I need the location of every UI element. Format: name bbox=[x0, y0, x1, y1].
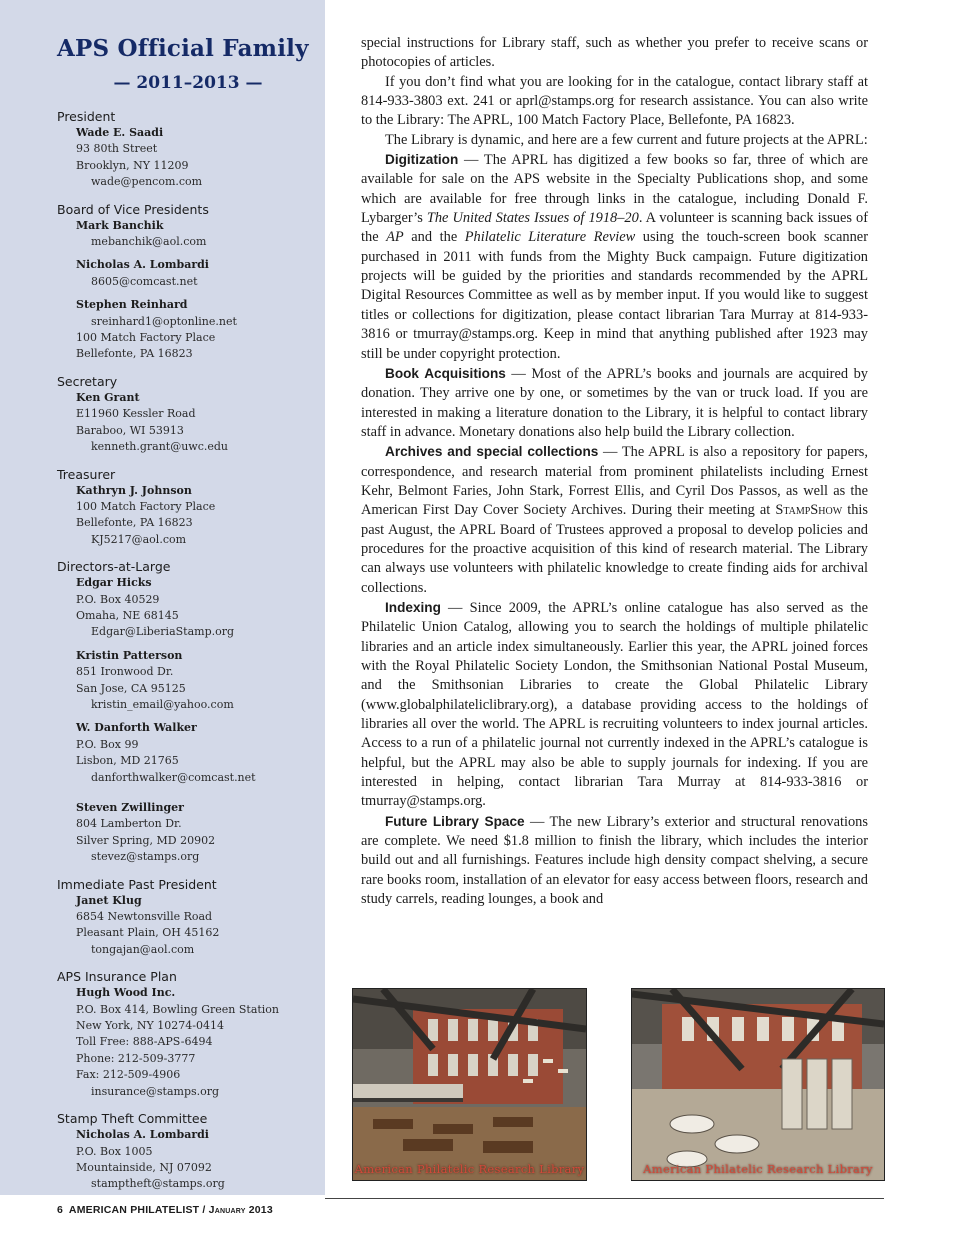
text-run: — The APRL has digitized a few books so far, three of which are available for sale on the APS website in the Specialty Publications shop, and some which are available for free through links in the catalogue, including Donald F. Lybarger’s bbox=[361, 152, 868, 227]
member-name: Steven Zwillinger bbox=[76, 801, 184, 814]
article-paragraph bbox=[361, 598, 868, 812]
member-address-line: Fax: 212-509-4906 bbox=[76, 1068, 181, 1082]
member-email: kenneth.grant@uwc.edu bbox=[91, 440, 229, 454]
member-entry bbox=[76, 575, 319, 641]
article-paragraph bbox=[361, 131, 868, 150]
member-address-line: Baraboo, WI 53913 bbox=[76, 423, 184, 437]
issue-date: January 2013 bbox=[208, 1204, 273, 1216]
text-run: Philatelic Literature Review bbox=[464, 229, 636, 246]
member-email: danforthwalker@comcast.net bbox=[91, 770, 256, 784]
page-number: 6 bbox=[57, 1204, 64, 1216]
office-block bbox=[57, 108, 319, 191]
section-heading: Digitization bbox=[385, 152, 459, 168]
photo-caption-2: American Philatelic Research Library bbox=[643, 1162, 873, 1176]
member-entry bbox=[76, 257, 319, 290]
library-rendering-illustration-2 bbox=[632, 989, 884, 1180]
member-email: Edgar@LiberiaStamp.org bbox=[91, 625, 235, 639]
member-address-line: Bellefonte, PA 16823 bbox=[76, 347, 193, 361]
member-entry bbox=[76, 390, 319, 456]
member-entry bbox=[76, 218, 319, 251]
office-block bbox=[57, 968, 319, 1100]
member-entry bbox=[76, 483, 319, 549]
member-entry bbox=[76, 125, 319, 191]
sidebar-panel bbox=[0, 0, 325, 1195]
library-rendering-illustration-1 bbox=[353, 989, 586, 1180]
office-heading: APS Insurance Plan bbox=[57, 969, 177, 985]
member-address-line: 93 80th Street bbox=[76, 142, 158, 156]
article-paragraph bbox=[361, 442, 868, 598]
library-rendering-photo-2 bbox=[631, 988, 885, 1181]
member-name: Stephen Reinhard bbox=[76, 298, 188, 312]
office-block bbox=[57, 1110, 319, 1193]
member-name: Hugh Wood Inc. bbox=[76, 986, 176, 1000]
member-name: Wade E. Saadi bbox=[76, 126, 164, 139]
official-family-list bbox=[57, 30, 319, 1203]
text-run: StampShow bbox=[775, 502, 843, 519]
footer-rule bbox=[325, 1198, 884, 1199]
member-email: KJ5217@aol.com bbox=[91, 532, 187, 546]
photo-caption-1: American Philatelic Research Library bbox=[354, 1162, 585, 1176]
member-name: W. Danforth Walker bbox=[76, 721, 197, 735]
member-name: Kristin Patterson bbox=[76, 648, 183, 662]
article-paragraph bbox=[361, 73, 868, 131]
member-address-line: Bellefonte, PA 16823 bbox=[76, 516, 193, 530]
member-address-line: New York, NY 10274-0414 bbox=[76, 1019, 224, 1033]
member-email: kristin_email@yahoo.com bbox=[91, 697, 234, 711]
text-run: The United States Issues of 1918–20 bbox=[426, 210, 639, 227]
member-address-line: Silver Spring, MD 20902 bbox=[76, 833, 216, 847]
member-address-line: P.O. Box 414, Bowling Green Station bbox=[76, 1002, 280, 1016]
article-body bbox=[361, 34, 868, 909]
text-run: AP bbox=[386, 229, 404, 246]
member-name: Nicholas A. Lombardi bbox=[76, 1128, 209, 1142]
member-address-line: Phone: 212-509-3777 bbox=[76, 1051, 196, 1065]
paragraph-text: The Library is dynamic, and here are a few current and future projects at the APRL: bbox=[385, 131, 868, 148]
text-run: and the bbox=[403, 229, 465, 246]
paragraph-text: If you don’t find what you are looking for in the catalogue, contact library staff at 814-933-3803 ext. 241 or aprl@stamps.org for research assistance. You can also write to the Library: The APRL, 100 Match Factory Place, Bellefonte, PA 16823. bbox=[361, 73, 868, 129]
member-address-line: 851 Ironwood Dr. bbox=[76, 665, 174, 679]
text-run: — The new Library’s exterior and structural renovations are complete. We need $1.8 million to finish the library, which includes the interior build out and all furnishings. Features include high density compact shelving, a secure rare books room, installation of an elevator for easy access between floors, research and study carrels, reading lounges, a book and bbox=[361, 813, 868, 908]
text-run: this past August, the APRL Board of Trustees approved a proposal to develop policies and procedures for the proactive acquisition of this kind of research material. The Library can always use volunteers with philatelic knowledge to create finding aids for archival collections. bbox=[361, 502, 869, 596]
member-address-line: Brooklyn, NY 11209 bbox=[76, 158, 189, 172]
member-address-line: Toll Free: 888-APS-6494 bbox=[76, 1035, 213, 1049]
office-heading: President bbox=[57, 109, 116, 124]
office-block bbox=[57, 558, 319, 866]
text-run: — Since 2009, the APRL’s online catalogue has also served as the Philatelic Union Catalog, allowing you to search the holdings of multiple philatelic libraries and an article index simultaneously. Earlier this year, the APRL joined forces with the Royal Philatelic Society London, the Smithsonian National Postal Museum, and the Smithsonian Libraries to create the Global Philatelic Library (www.globalphilateliclibrary.org), a database providing access to the holdings of libraries all over the world. The APRL is recruiting volunteers to index journal articles. Access to a run of a philatelic journal not currently indexed in the APRL’s catalogue is helpful, but the APRL may also be able to supply journals for indexing. If you are interested in helping, contact librarian Tara Murray at 814-933-3816 or tmurray@stamps.org. bbox=[361, 599, 868, 810]
office-block bbox=[57, 373, 319, 456]
section-heading: Indexing bbox=[385, 599, 441, 615]
publication-name: AMERICAN PHILATELIST bbox=[68, 1204, 200, 1216]
member-entry bbox=[76, 800, 319, 866]
office-heading: Stamp Theft Committee bbox=[57, 1111, 208, 1127]
member-address-line: San Jose, CA 95125 bbox=[76, 681, 186, 695]
member-entry bbox=[76, 985, 319, 1100]
office-heading: Directors-at-Large bbox=[57, 559, 171, 575]
article-paragraph bbox=[361, 150, 868, 364]
member-address-line: E11960 Kessler Road bbox=[76, 407, 196, 421]
member-email: 8605@comcast.net bbox=[91, 274, 198, 288]
member-name: Edgar Hicks bbox=[76, 576, 152, 590]
member-address-line: 804 Lamberton Dr. bbox=[76, 817, 182, 831]
section-heading: Archives and special collections bbox=[385, 444, 599, 460]
member-email: mebanchik@aol.com bbox=[91, 235, 207, 249]
member-entry bbox=[76, 720, 319, 786]
article-paragraph bbox=[361, 34, 868, 73]
member-email: stamptheft@stamps.org bbox=[91, 1177, 225, 1191]
page-footer bbox=[57, 1204, 273, 1216]
member-entry bbox=[76, 1127, 319, 1193]
article-paragraph bbox=[361, 812, 868, 910]
member-address-line: 100 Match Factory Place bbox=[76, 499, 216, 513]
member-address-line: Lisbon, MD 21765 bbox=[76, 754, 179, 768]
member-address-line: Pleasant Plain, OH 45162 bbox=[76, 926, 220, 940]
office-heading: Secretary bbox=[57, 373, 118, 389]
section-heading: Book Acquisitions bbox=[385, 365, 506, 381]
member-email: tongajan@aol.com bbox=[91, 942, 195, 956]
member-email: insurance@stamps.org bbox=[91, 1084, 220, 1098]
member-entry bbox=[76, 297, 319, 363]
member-name: Mark Banchik bbox=[76, 218, 164, 232]
member-address-line: Mountainside, NJ 07092 bbox=[76, 1160, 212, 1174]
member-email: wade@pencom.com bbox=[91, 175, 203, 189]
office-block bbox=[57, 201, 319, 363]
footer-separator: / bbox=[199, 1204, 209, 1216]
member-entry bbox=[76, 893, 319, 959]
member-name: Ken Grant bbox=[76, 390, 140, 404]
office-heading: Treasurer bbox=[57, 466, 116, 482]
office-heading: Immediate Past President bbox=[57, 876, 217, 892]
text-run: . A volunteer is scanning back issues of the bbox=[361, 210, 868, 246]
member-address-line: 6854 Newtonsville Road bbox=[76, 910, 213, 924]
office-heading: Board of Vice Presidents bbox=[57, 201, 209, 217]
member-address-line: Omaha, NE 68145 bbox=[76, 608, 179, 622]
member-name: Kathryn J. Johnson bbox=[76, 483, 192, 497]
office-block bbox=[57, 466, 319, 549]
text-run: — Most of the APRL’s books and journals are acquired by donation. They arrive one by one, or sometimes by the van or truck load. If you are interested in making a literature donation to the Library, it is helpful to contact library staff in advance. Monetary donations also help build the Library collection. bbox=[361, 365, 869, 440]
office-block bbox=[57, 876, 319, 959]
member-address-line: P.O. Box 99 bbox=[76, 737, 139, 751]
text-run: using the touch-screen book scanner purchased in 2011 with funds from the Mighty Buck campaign. Future digitization projects will be guided by the priorities and standards recommended by the APRL Digital Resources Committee as well as by member input. If you would like to suggest titles or collections for digitization, please contact librarian Tara Murray at 814-933-3816 or tmurray@stamps.org. Keep in mind that anything published after 1923 may still be under copyright protection. bbox=[361, 229, 868, 362]
member-address-line: 100 Match Factory Place bbox=[76, 331, 216, 345]
member-email: stevez@stamps.org bbox=[91, 850, 200, 864]
member-name: Janet Klug bbox=[76, 893, 142, 907]
member-email: sreinhard1@optonline.net bbox=[91, 314, 237, 328]
offices-list bbox=[57, 108, 319, 1193]
sidebar-title: APS Official Family bbox=[57, 35, 309, 62]
article-paragraph bbox=[361, 364, 868, 442]
sidebar-years: — 2011–2013 — bbox=[113, 73, 263, 93]
member-address-line: P.O. Box 1005 bbox=[76, 1144, 153, 1158]
paragraph-text: special instructions for Library staff, such as whether you prefer to receive scans or photocopies of articles. bbox=[361, 35, 868, 71]
section-heading: Future Library Space bbox=[385, 813, 525, 829]
member-entry bbox=[76, 648, 319, 714]
member-name: Nicholas A. Lombardi bbox=[76, 258, 209, 272]
member-address-line: P.O. Box 40529 bbox=[76, 592, 160, 606]
text-run: — The APRL is also a repository for papers, correspondence, and research material from prominent philatelists including Ernest Kehr, Belmont Faries, John Stark, Forrest Ellis, and Cyril Dos Passos, as well as the American First Day Cover Society Archives. During their meeting at bbox=[361, 444, 868, 519]
library-rendering-photo-1 bbox=[352, 988, 587, 1181]
